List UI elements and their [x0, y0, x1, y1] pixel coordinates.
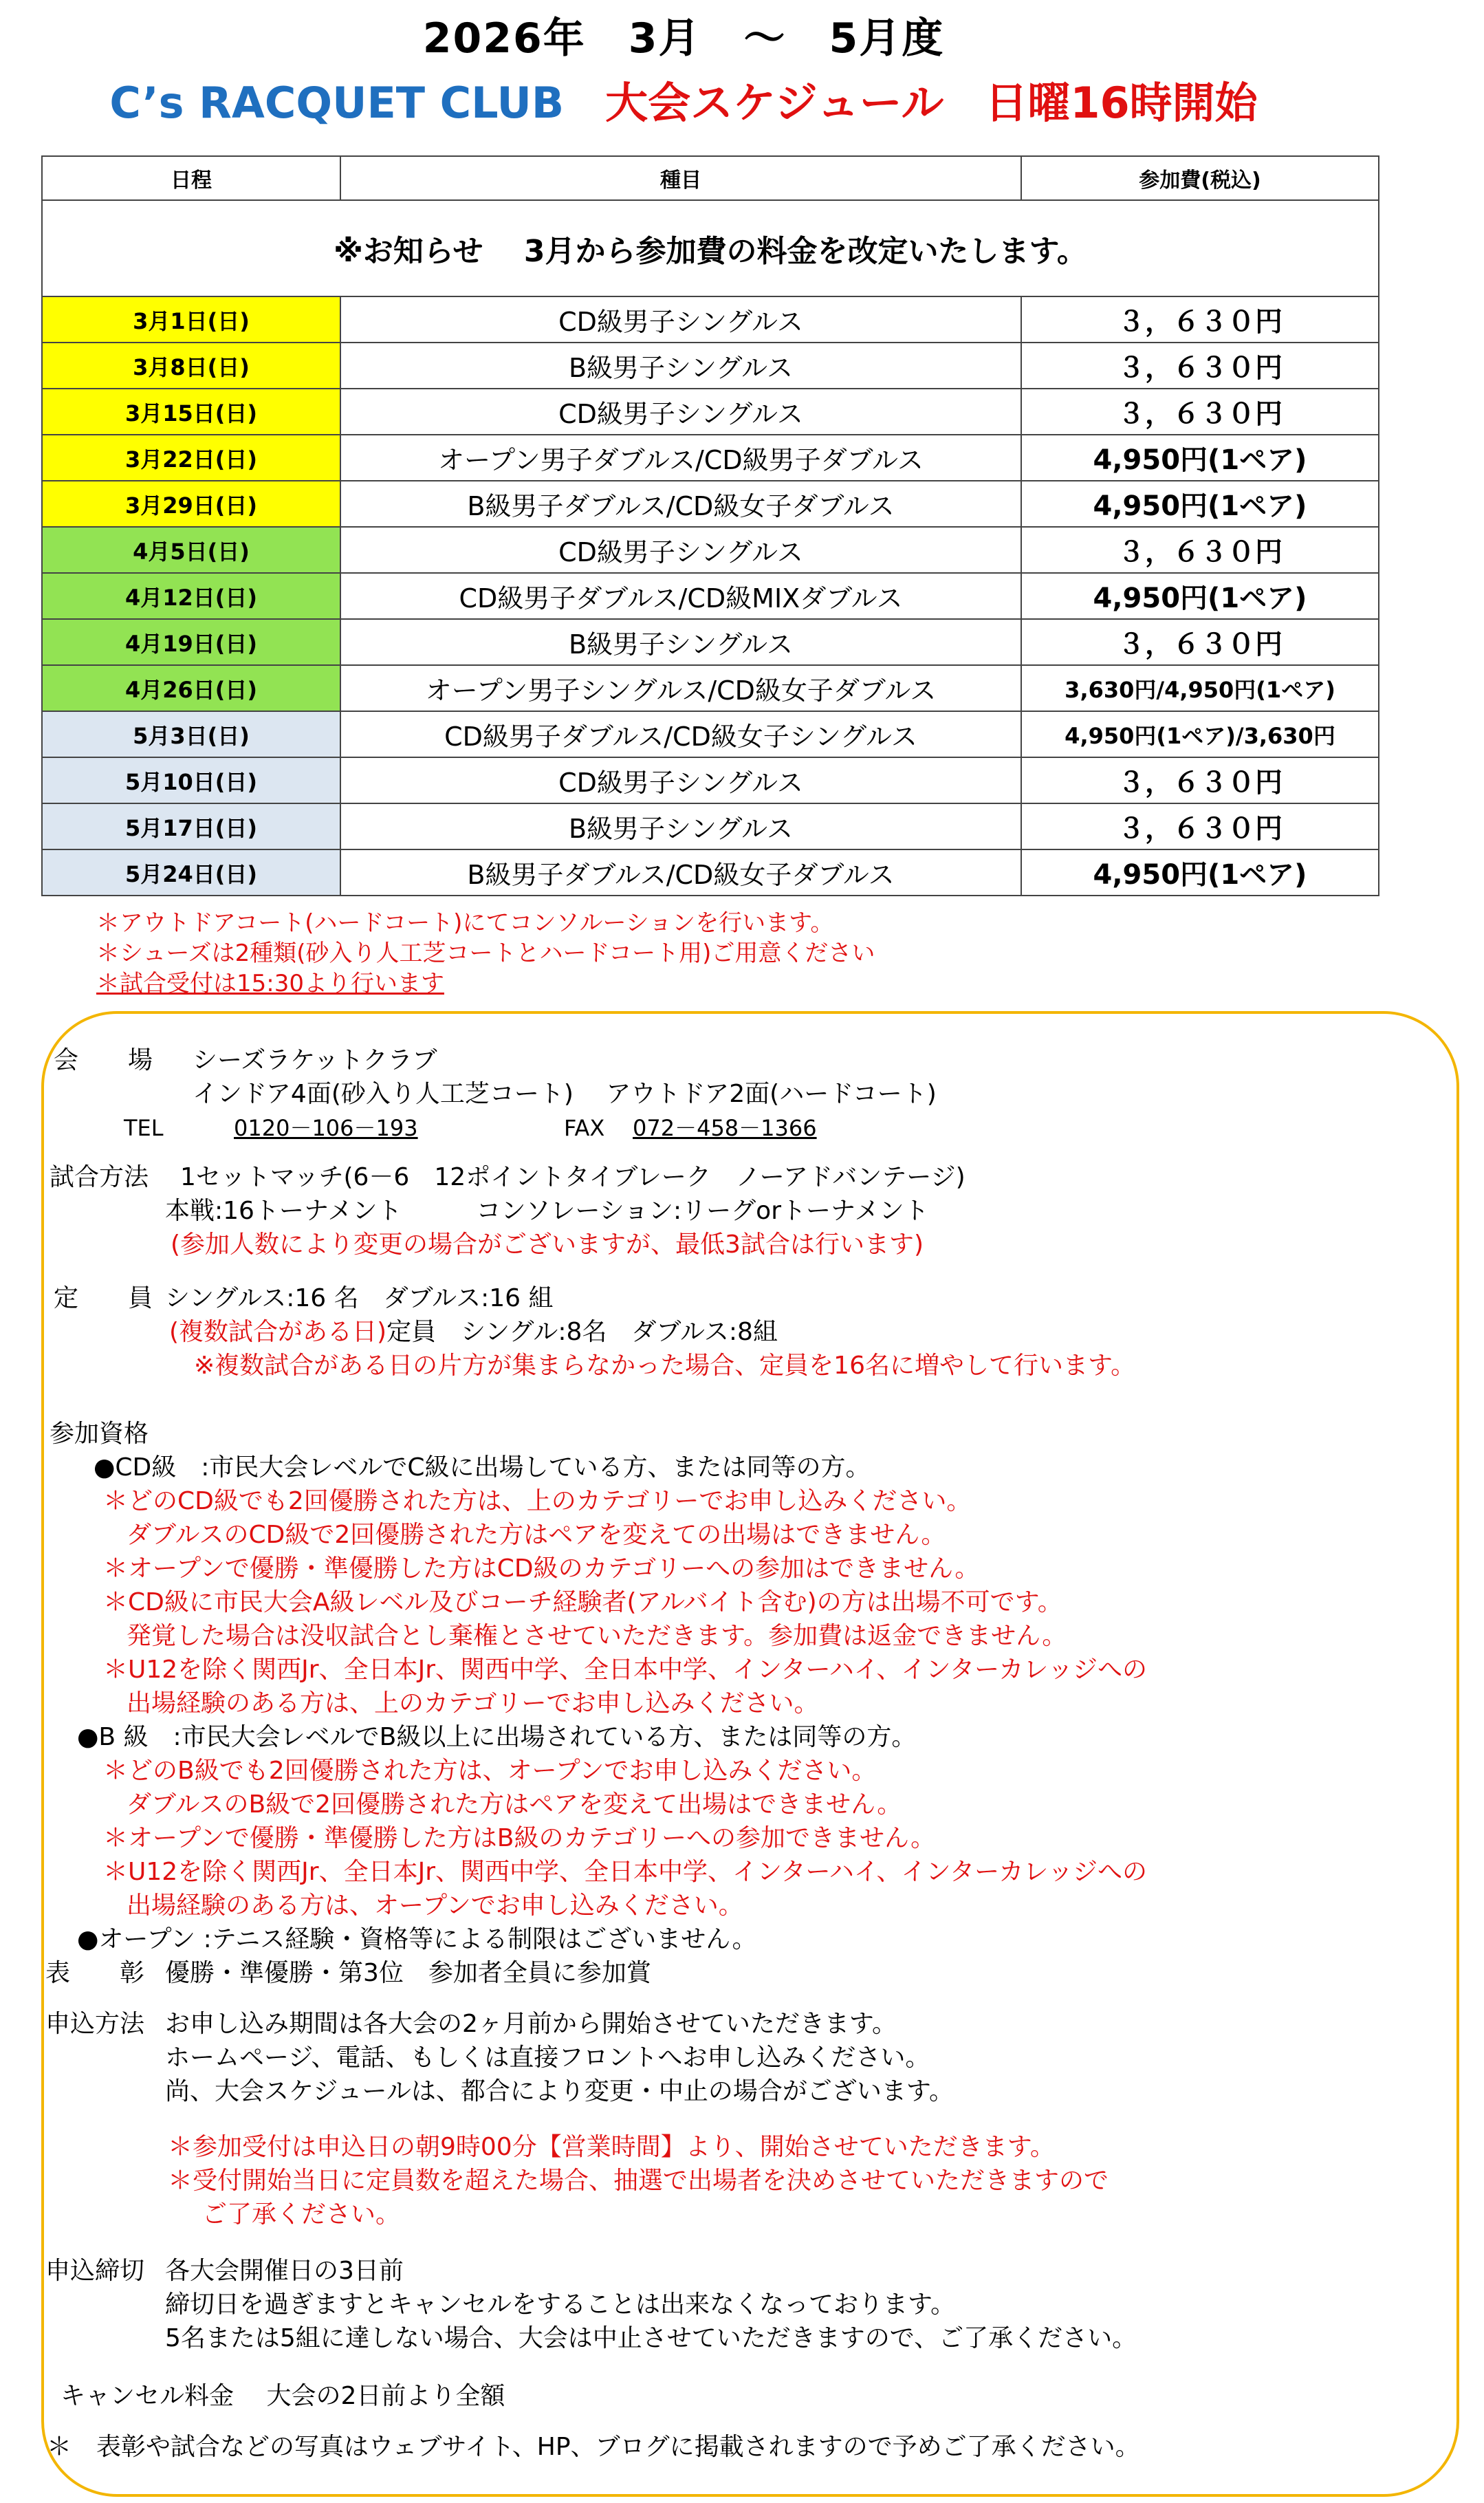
club-name: C’s RACQUET CLUB [109, 78, 565, 128]
capacity-note: ※複数試合がある日の片方が集まらなかった場合、定員を16名に増やして行います。 [194, 1352, 1136, 1380]
start-time: 日曜16時開始 [985, 78, 1258, 128]
table-row [42, 619, 1379, 665]
deadline-line: 締切日を過ぎますとキャンセルをすることは出来なくなっております。 [165, 2290, 956, 2319]
cd-class-note: ＊どのCD級でも2回優勝された方は、上のカテゴリーでお申し込みください。 [103, 1487, 972, 1515]
row-date: 3月8日(日) [42, 343, 340, 389]
table-row [42, 757, 1379, 803]
row-fee: 4,950円(1ペア)/3,630円 [1021, 711, 1379, 757]
row-date: 5月17日(日) [42, 803, 340, 849]
schedule-table [41, 155, 1379, 896]
b-class-note: ＊どのB級でも2回優勝された方は、オープンでお申し込みください。 [103, 1757, 877, 1785]
capacity-multi-text: 定員 シングル:8名 ダブルス:8組 [386, 1318, 778, 1346]
apply-note: ＊参加受付は申込日の朝9時00分【営業時間】より、開始させていただきます。 [168, 2133, 1055, 2161]
cancel-fee: キャンセル料金 大会の2日前より全額 [61, 2382, 505, 2410]
table-row [42, 573, 1379, 619]
notice-text: ※お知らせ 3月から参加費の料金を改定いたします。 [42, 200, 1379, 296]
row-date: 5月3日(日) [42, 711, 340, 757]
fax-label: FAX [564, 1115, 605, 1141]
cd-class-note: 発覚した場合は没収試合とし棄権とさせていただきます。参加費は返金できません。 [127, 1622, 1067, 1650]
notice-row [42, 200, 1379, 296]
tel-number: 0120－106－193 [234, 1115, 418, 1141]
table-row [42, 665, 1379, 711]
deadline-line: 5名または5組に達しない場合、大会は中止させていただきますので、ご了承ください。 [165, 2324, 1137, 2352]
tel-label: TEL [124, 1115, 164, 1141]
b-class-line: ●B 級 :市民大会レベルでB級以上に出場されている方、または同等の方。 [77, 1723, 917, 1751]
table-row [42, 481, 1379, 527]
row-event: CD級男子シングルス [340, 757, 1021, 803]
table-row [42, 711, 1379, 757]
header-fee: 参加費(税込) [1021, 156, 1379, 200]
table-row [42, 343, 1379, 389]
row-event: CD級男子ダブルス/CD級女子シングルス [340, 711, 1021, 757]
deadline-line: 各大会開催日の3日前 [165, 2257, 404, 2285]
row-fee: 4,950円(1ペア) [1021, 435, 1379, 481]
photo-note: ＊ 表彰や試合などの写真はウェブサイト、HP、ブログに掲載されますので予めご了承ください。 [47, 2433, 1140, 2461]
page-title: 2026年 3月 ～ 5月度 [422, 14, 945, 63]
row-date: 4月26日(日) [42, 665, 340, 711]
table-row [42, 435, 1379, 481]
table-row [42, 803, 1379, 849]
row-event: CD級男子ダブルス/CD級MIXダブルス [340, 573, 1021, 619]
row-event: オープン男子シングルス/CD級女子ダブルス [340, 665, 1021, 711]
row-event: B級男子シングルス [340, 343, 1021, 389]
table-row [42, 296, 1379, 343]
venue-label: 会 場 [54, 1046, 153, 1074]
row-event: B級男子ダブルス/CD級女子ダブルス [340, 481, 1021, 527]
venue-courts: インドア4面(砂入り人工芝コート) アウトドア2面(ハードコート) [193, 1080, 937, 1108]
capacity-line [169, 1317, 778, 1347]
capacity-line: シングルス:16 名 ダブルス:16 組 [165, 1284, 554, 1312]
row-fee: ３，６３０円 [1021, 757, 1379, 803]
schedule-label: 大会スケジュール [605, 78, 944, 128]
qualification-label: 参加資格 [50, 1420, 149, 1448]
row-date: 4月5日(日) [42, 527, 340, 573]
b-class-note: 出場経験のある方は、オープンでお申し込みください。 [127, 1892, 743, 1920]
row-fee: ３，６３０円 [1021, 803, 1379, 849]
apply-note: ご了承ください。 [202, 2200, 401, 2229]
note-item: ＊試合受付は15:30より行います [96, 970, 444, 997]
cd-class-note: ＊U12を除く関西Jr、全日本Jr、関西中学、全日本中学、インターハイ、インターカレッジへの [103, 1656, 1147, 1684]
note-item: ＊アウトドアコート(ハードコート)にてコンソルーションを行います。 [96, 909, 834, 937]
header-date: 日程 [42, 156, 340, 200]
row-event: B級男子シングルス [340, 619, 1021, 665]
page-subtitle [0, 69, 1367, 130]
row-fee: 3,630円/4,950円(1ペア) [1021, 665, 1379, 711]
row-event: CD級男子シングルス [340, 527, 1021, 573]
b-class-note: ＊U12を除く関西Jr、全日本Jr、関西中学、全日本中学、インターハイ、インターカレッジへの [103, 1858, 1147, 1886]
row-event: CD級男子シングルス [340, 296, 1021, 343]
row-fee: ３，６３０円 [1021, 389, 1379, 435]
row-fee: 4,950円(1ペア) [1021, 481, 1379, 527]
award-label: 表 彰 [45, 1959, 145, 1987]
row-event: B級男子シングルス [340, 803, 1021, 849]
row-event: B級男子ダブルス/CD級女子ダブルス [340, 849, 1021, 896]
capacity-label: 定 員 [54, 1284, 153, 1312]
apply-line: お申し込み期間は各大会の2ヶ月前から開始させていただきます。 [165, 2010, 897, 2038]
header-event: 種目 [340, 156, 1021, 200]
row-date: 4月12日(日) [42, 573, 340, 619]
fax-number: 072－458－1366 [633, 1115, 817, 1141]
row-date: 4月19日(日) [42, 619, 340, 665]
row-date: 3月22日(日) [42, 435, 340, 481]
cd-class-note: ＊CD級に市民大会A級レベル及びコーチ経験者(アルバイト含む)の方は出場不可です。 [103, 1588, 1062, 1616]
apply-line: ホームページ、電話、もしくは直接フロントへお申し込みください。 [165, 2044, 930, 2072]
table-header-row [42, 156, 1379, 200]
cd-class-note: 出場経験のある方は、上のカテゴリーでお申し込みください。 [127, 1689, 819, 1718]
row-fee: 4,950円(1ペア) [1021, 573, 1379, 619]
table-row [42, 849, 1379, 896]
cd-class-note: ＊オープンで優勝・準優勝した方はCD級のカテゴリーへの参加はできません。 [103, 1554, 980, 1583]
table-row [42, 527, 1379, 573]
deadline-label: 申込締切 [45, 2257, 145, 2285]
row-date: 3月15日(日) [42, 389, 340, 435]
award-text: 優勝・準優勝・第3位 参加者全員に参加賞 [165, 1959, 651, 1987]
note-item: ＊シューズは2種類(砂入り人工芝コートとハードコート用)ご用意ください [96, 940, 875, 967]
row-fee: ３，６３０円 [1021, 296, 1379, 343]
row-date: 5月24日(日) [42, 849, 340, 896]
b-class-note: ダブルスのB級で2回優勝された方はペアを変えて出場はできません。 [127, 1790, 902, 1819]
row-date: 3月29日(日) [42, 481, 340, 527]
venue-name: シーズラケットクラブ [193, 1046, 437, 1074]
table-row [42, 389, 1379, 435]
apply-line: 尚、大会スケジュールは、都合により変更・中止の場合がございます。 [165, 2077, 954, 2105]
method-note: (参加人数により変更の場合がございますが、最低3試合は行います) [171, 1231, 924, 1259]
open-class-line: ●オープン :テニス経験・資格等による制限はございません。 [77, 1925, 757, 1953]
row-fee: ３，６３０円 [1021, 619, 1379, 665]
cd-class-note: ダブルスのCD級で2回優勝された方はペアを変えての出場はできません。 [127, 1521, 946, 1549]
row-fee: ３，６３０円 [1021, 527, 1379, 573]
b-class-note: ＊オープンで優勝・準優勝した方はB級のカテゴリーへの参加できません。 [103, 1824, 936, 1852]
row-fee: ３，６３０円 [1021, 343, 1379, 389]
row-date: 3月1日(日) [42, 296, 340, 343]
row-fee: 4,950円(1ペア) [1021, 849, 1379, 896]
apply-note: ＊受付開始当日に定員数を超えた場合、抽選で出場者を決めさせていただきますので [168, 2167, 1109, 2195]
row-event: CD級男子シングルス [340, 389, 1021, 435]
apply-label: 申込方法 [45, 2010, 145, 2038]
method-line: 本戦:16トーナメント コンソレーション:リーグorトーナメント [165, 1197, 929, 1225]
row-event: オープン男子ダブルス/CD級男子ダブルス [340, 435, 1021, 481]
notes-list [96, 908, 875, 999]
method-label: 試合方法 [50, 1163, 149, 1191]
row-date: 5月10日(日) [42, 757, 340, 803]
cd-class-line: ●CD級 :市民大会レベルでC級に出場している方、または同等の方。 [94, 1453, 871, 1482]
capacity-multi-label: (複数試合がある日) [169, 1318, 387, 1346]
method-line: 1セットマッチ(6－6 12ポイントタイブレーク ノーアドバンテージ) [180, 1163, 965, 1191]
